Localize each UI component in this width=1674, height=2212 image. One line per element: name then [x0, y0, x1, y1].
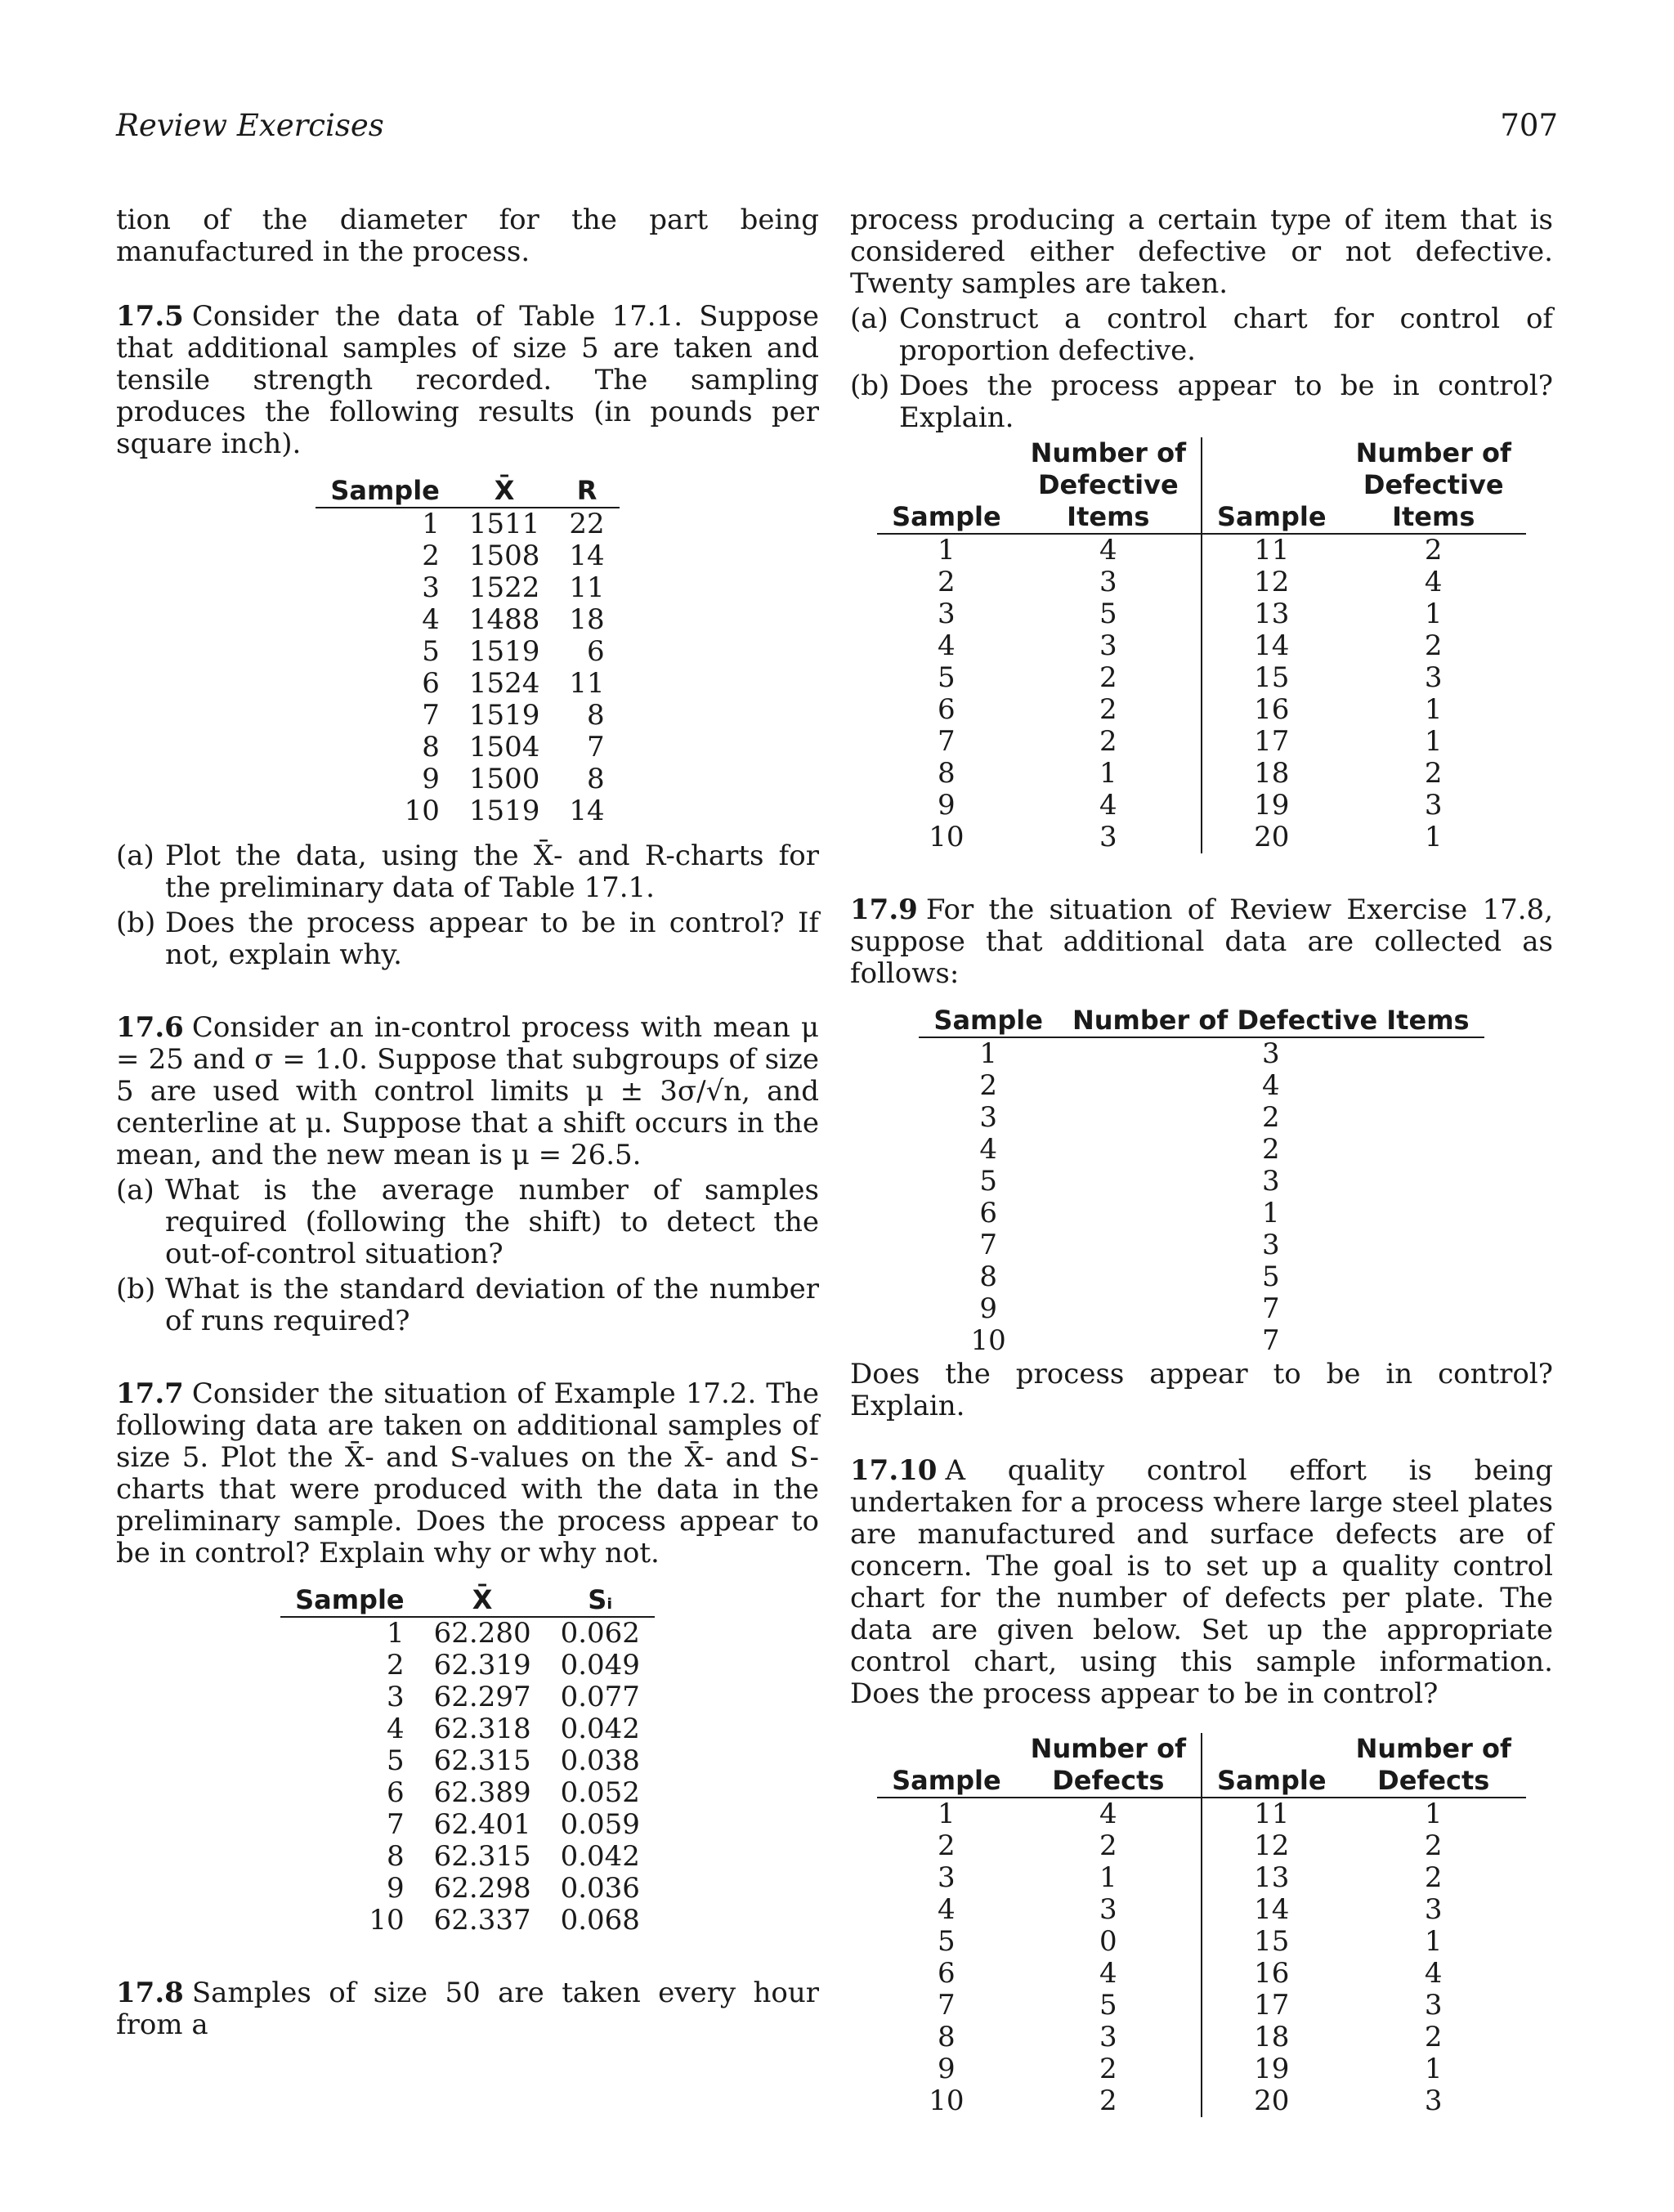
table-row: [877, 2053, 1526, 2085]
table-cell: 0.036: [560, 1872, 640, 1905]
table-row: [280, 1617, 655, 1650]
table-cell: 7: [587, 731, 605, 763]
subpart-label: (b): [850, 369, 890, 402]
table-row: [919, 1198, 1484, 1229]
table-row: [919, 1134, 1484, 1166]
table-cell: 3: [1099, 629, 1117, 662]
table-cell: 17: [1202, 726, 1341, 758]
table-cell: 1488: [468, 603, 540, 636]
table-cell: 62.298: [433, 1872, 531, 1905]
table-cell: 13: [1202, 598, 1341, 630]
table-cell: 2: [1424, 2021, 1443, 2053]
table-row: [877, 534, 1526, 566]
table-row: [280, 1745, 655, 1777]
table-row: [280, 1873, 655, 1905]
exercise-17-8-continuation: process producing a certain type of item that is considered either defective or not defective. Twenty samples are taken.: [850, 204, 1553, 300]
table-row: [919, 1037, 1484, 1070]
table-row: [280, 1713, 655, 1745]
table-cell: 62.280: [433, 1617, 531, 1650]
table-cell: 62.401: [433, 1808, 531, 1841]
table-cell: 9: [386, 1872, 405, 1905]
exercise-body: Consider the situation of Example 17.2. The following data are taken on additional samples of size 5. Plot the X̄- and S-values on the X̄- and S-charts that were produced with the data in the preliminary sample. Does the process appear to be in control? Explain why or why not.: [116, 1377, 819, 1569]
table-cell: 1: [1424, 693, 1443, 726]
table-cell: 8: [422, 731, 440, 763]
table-row: [316, 668, 619, 700]
table-row: [316, 508, 619, 540]
table-cell: 2: [1261, 1133, 1280, 1166]
table-row: [280, 1841, 655, 1873]
table-cell: 15: [1202, 1926, 1341, 1958]
table-cell: 1: [938, 1798, 956, 1830]
table-cell: 2: [1099, 661, 1117, 694]
table-cell: 3: [386, 1681, 405, 1713]
table-cell: 2: [1261, 1101, 1280, 1134]
table-cell: 3: [938, 598, 956, 630]
table-header: Sample: [919, 1005, 1058, 1037]
table-cell: 6: [938, 693, 956, 726]
table-17-7: [280, 1584, 655, 1937]
table-cell: 0.062: [560, 1617, 640, 1650]
table-row: [877, 1990, 1526, 2022]
table-row: [877, 726, 1526, 758]
table-cell: 6: [938, 1957, 956, 1990]
table-cell: 18: [1202, 2022, 1341, 2053]
exercise-17-7: [116, 1378, 819, 1937]
table-cell: 2: [979, 1069, 997, 1102]
header-line: Number of: [1355, 1733, 1511, 1764]
table-cell: 16: [1202, 694, 1341, 726]
table-header: X̄: [419, 1584, 546, 1617]
header-line: Defects: [1377, 1765, 1490, 1796]
table-cell: 2: [1099, 693, 1117, 726]
exercise-17-8-start: [116, 1977, 819, 2041]
exercise-text: [116, 301, 819, 460]
table-row: [919, 1070, 1484, 1102]
table-cell: 62.337: [433, 1904, 531, 1937]
table-cell: 9: [422, 763, 440, 795]
subpart-b: [116, 1274, 819, 1337]
exercise-body: Consider the data of Table 17.1. Suppose that additional samples of size 5 are taken and tensile strength recorded. The sampling produces the following results (in pounds per square inch).: [116, 300, 819, 460]
table-row: [280, 1777, 655, 1809]
table-cell: 3: [422, 571, 440, 604]
table-cell: 11: [1202, 534, 1341, 566]
table-row: [316, 540, 619, 572]
table-cell: 4: [1099, 534, 1117, 566]
table-cell: 11: [1202, 1798, 1341, 1830]
subpart-label: (b): [116, 907, 156, 939]
header-line: Number of: [1030, 437, 1186, 468]
subpart-a: [116, 840, 819, 904]
table-cell: 5: [938, 1925, 956, 1958]
table-cell: 5: [1261, 1260, 1280, 1293]
table-cell: 0.049: [560, 1649, 640, 1681]
table-cell: 3: [1424, 661, 1443, 694]
table-cell: 62.315: [433, 1840, 531, 1873]
exercise-body: A quality control effort is being undertaken for a process where large steel plates are manufactured and surface defects are of concern. The goal is to set up a quality control chart for the number of defects per plate. The data are given below. Set up the appropriate control chart, using this sample information. Does the process appear to be in control?: [850, 1454, 1553, 1710]
running-head: Review Exercises: [116, 108, 384, 143]
exercise-number: 17.7: [116, 1377, 184, 1410]
table-cell: 2: [422, 540, 440, 572]
table-cell: 1: [938, 534, 956, 566]
table-cell: 8: [979, 1260, 997, 1293]
table-cell: 1: [422, 508, 440, 540]
table-header: [1341, 437, 1526, 534]
table-cell: 2: [1099, 725, 1117, 758]
table-row: [280, 1809, 655, 1841]
subpart-label: (a): [850, 302, 888, 335]
table-cell: 4: [386, 1713, 405, 1745]
table-row: [280, 1905, 655, 1937]
table-cell: 5: [422, 635, 440, 668]
table-cell: 19: [1202, 790, 1341, 822]
table-row: [877, 694, 1526, 726]
table-cell: 1: [1424, 1798, 1443, 1830]
table-cell: 6: [979, 1197, 997, 1229]
table-cell: 20: [1202, 822, 1341, 853]
table-header: X̄: [454, 475, 555, 508]
table-row: [316, 795, 619, 827]
subpart-text: Plot the data, using the X̄- and R-charts for the preliminary data of Table 17.1.: [165, 840, 819, 904]
table-cell: 10: [929, 821, 965, 853]
table-row: [919, 1293, 1484, 1325]
table-cell: 1: [1424, 821, 1443, 853]
subpart-a: [116, 1175, 819, 1270]
subpart-text: Does the process appear to be in control? If not, explain why.: [165, 907, 819, 971]
table-cell: 12: [1202, 1830, 1341, 1862]
table-cell: 62.315: [433, 1744, 531, 1777]
subpart-text: Does the process appear to be in control? Explain.: [899, 369, 1553, 434]
table-cell: 2: [1099, 2084, 1117, 2117]
exercise-text: [850, 894, 1553, 990]
table-row: [919, 1102, 1484, 1134]
exercise-17-10: [850, 1455, 1553, 2117]
table-row: [316, 732, 619, 763]
table-cell: 5: [938, 661, 956, 694]
subpart-text: Construct a control chart for control of proportion defective.: [899, 302, 1553, 367]
table-cell: 7: [938, 725, 956, 758]
table-row: [877, 662, 1526, 694]
table-row: [316, 636, 619, 668]
table-cell: 0.042: [560, 1713, 640, 1745]
table-header: Sample: [316, 475, 454, 508]
table-cell: 8: [938, 2021, 956, 2053]
table-row: [877, 598, 1526, 630]
table-cell: 20: [1202, 2085, 1341, 2117]
table-cell: 4: [1099, 1798, 1117, 1830]
table-cell: 3: [1261, 1037, 1280, 1070]
table-cell: 2: [1424, 1829, 1443, 1862]
table-row: [919, 1229, 1484, 1261]
table-cell: 11: [569, 571, 605, 604]
header-line: Defective: [1037, 469, 1179, 500]
table-cell: 12: [1202, 566, 1341, 598]
table-cell: 1519: [468, 635, 540, 668]
table-cell: 22: [569, 508, 605, 540]
table-cell: 18: [1202, 758, 1341, 790]
table-cell: 9: [979, 1292, 997, 1325]
table-cell: 4: [1099, 1957, 1117, 1990]
table-cell: 16: [1202, 1958, 1341, 1990]
table-cell: 1: [1424, 2053, 1443, 2085]
table-cell: 10: [369, 1904, 405, 1937]
subpart-label: (a): [116, 1174, 154, 1207]
table-cell: 1519: [468, 699, 540, 732]
table-cell: 3: [1424, 2084, 1443, 2117]
table-cell: 7: [979, 1229, 997, 1261]
table-17-5: [316, 475, 619, 827]
table-row: [877, 758, 1526, 790]
table-cell: 8: [938, 757, 956, 790]
table-cell: 8: [587, 763, 605, 795]
subpart-text: What is the average number of samples required (following the shift) to detect the out-of-control situation?: [165, 1174, 819, 1270]
table-cell: 0.068: [560, 1904, 640, 1937]
subpart-text: What is the standard deviation of the number of runs required?: [165, 1273, 819, 1337]
table-cell: 2: [1099, 2053, 1117, 2085]
header-line: Items: [1392, 501, 1475, 532]
table-cell: 3: [979, 1101, 997, 1134]
table-cell: 3: [1424, 1989, 1443, 2022]
table-row: [877, 2085, 1526, 2117]
table-cell: 6: [422, 667, 440, 700]
table-cell: 9: [938, 2053, 956, 2085]
exercise-body: Consider an in-control process with mean μ = 25 and σ = 1.0. Suppose that subgroups of size 5 are used with control limits μ ± 3σ/√n, and centerline at μ. Suppose that a shift occurs in the mean, and the new mean is μ = 26.5.: [116, 1011, 819, 1171]
table-cell: 1511: [468, 508, 540, 540]
table-row: [919, 1261, 1484, 1293]
table-row: [877, 1894, 1526, 1926]
exercise-number: 17.10: [850, 1454, 938, 1487]
continuation-text: tion of the diameter for the part being manufactured in the process.: [116, 204, 819, 268]
page-number: 707: [1500, 108, 1558, 143]
table-cell: 9: [938, 789, 956, 822]
table-cell: 1: [1424, 1925, 1443, 1958]
table-cell: 4: [938, 629, 956, 662]
exercise-number: 17.9: [850, 893, 918, 926]
table-cell: 7: [938, 1989, 956, 2022]
table-row: [877, 566, 1526, 598]
table-cell: 0.059: [560, 1808, 640, 1841]
table-cell: 4: [938, 1893, 956, 1926]
exercise-text: [116, 1012, 819, 1171]
table-cell: 5: [1099, 598, 1117, 630]
page-header: [116, 108, 1558, 149]
table-row: [316, 604, 619, 636]
table-17-10: [877, 1733, 1526, 2117]
subpart-b: [850, 370, 1553, 434]
table-cell: 7: [386, 1808, 405, 1841]
table-row: [316, 763, 619, 795]
table-cell: 2: [386, 1649, 405, 1681]
table-cell: 6: [386, 1776, 405, 1809]
table-cell: 14: [569, 540, 605, 572]
left-column: [116, 204, 819, 2041]
table-row: [877, 822, 1526, 853]
table-cell: 3: [1261, 1229, 1280, 1261]
table-cell: 1: [1424, 725, 1443, 758]
table-cell: 8: [386, 1840, 405, 1873]
table-cell: 62.389: [433, 1776, 531, 1809]
table-row: [877, 1926, 1526, 1958]
table-header: Sample: [280, 1584, 419, 1617]
header-line: Defects: [1052, 1765, 1165, 1796]
table-cell: 0.077: [560, 1681, 640, 1713]
table-cell: 3: [1099, 566, 1117, 598]
table-cell: 5: [979, 1165, 997, 1198]
table-header: Sample: [877, 437, 1016, 534]
table-row: [877, 630, 1526, 662]
table-cell: 19: [1202, 2053, 1341, 2085]
exercise-text: [116, 1378, 819, 1569]
table-cell: 14: [1202, 1894, 1341, 1926]
table-cell: 62.297: [433, 1681, 531, 1713]
table-cell: 1: [979, 1037, 997, 1070]
table-row: [316, 572, 619, 604]
table-cell: 0: [1099, 1925, 1117, 1958]
table-cell: 62.319: [433, 1649, 531, 1681]
table-cell: 1500: [468, 763, 540, 795]
table-cell: 3: [1099, 2021, 1117, 2053]
table-row: [919, 1325, 1484, 1357]
table-cell: 4: [1424, 566, 1443, 598]
header-line: Items: [1067, 501, 1150, 532]
table-cell: 1: [1099, 757, 1117, 790]
table-cell: 4: [979, 1133, 997, 1166]
table-cell: 1: [1099, 1861, 1117, 1894]
table-cell: 2: [1424, 629, 1443, 662]
exercise-number: 17.5: [116, 300, 184, 333]
table-cell: 4: [422, 603, 440, 636]
table-row: [877, 1830, 1526, 1862]
table-cell: 7: [1261, 1292, 1280, 1325]
table-cell: 10: [929, 2084, 965, 2117]
exercise-text: [850, 1455, 1553, 1710]
table-cell: 18: [569, 603, 605, 636]
table-header: Sample: [1202, 1733, 1341, 1798]
table-cell: 8: [587, 699, 605, 732]
table-cell: 17: [1202, 1990, 1341, 2022]
table-cell: 6: [587, 635, 605, 668]
table-header: [1016, 437, 1202, 534]
header-line: Defective: [1363, 469, 1504, 500]
subpart-a: [850, 303, 1553, 367]
table-cell: 2: [1424, 757, 1443, 790]
table-cell: 2: [1424, 1861, 1443, 1894]
table-cell: 3: [938, 1861, 956, 1894]
header-line: Number of: [1355, 437, 1511, 468]
header-line: Number of: [1030, 1733, 1186, 1764]
table-row: [316, 700, 619, 732]
table-cell: 3: [1424, 1893, 1443, 1926]
table-cell: 2: [938, 566, 956, 598]
table-cell: 10: [404, 795, 440, 827]
table-header: Sample: [877, 1733, 1016, 1798]
table-17-8: [877, 437, 1526, 853]
table-cell: 1: [1424, 598, 1443, 630]
table-cell: 14: [1202, 630, 1341, 662]
table-cell: 3: [1261, 1165, 1280, 1198]
table-header: Number of Defective Items: [1058, 1005, 1484, 1037]
table-cell: 1522: [468, 571, 540, 604]
exercise-body: Samples of size 50 are taken every hour from a: [116, 1977, 819, 2041]
table-row: [877, 1862, 1526, 1894]
table-header: Sample: [1202, 437, 1341, 534]
table-cell: 0.038: [560, 1744, 640, 1777]
table-row: [877, 2022, 1526, 2053]
table-cell: 1508: [468, 540, 540, 572]
table-row: [280, 1650, 655, 1681]
table-row: [877, 1798, 1526, 1830]
exercise-number: 17.8: [116, 1977, 184, 2009]
table-cell: 4: [1261, 1069, 1280, 1102]
table-cell: 10: [970, 1324, 1006, 1357]
subpart-label: (b): [116, 1273, 156, 1305]
table-cell: 1524: [468, 667, 540, 700]
table-cell: 5: [386, 1744, 405, 1777]
exercise-17-5: [116, 301, 819, 971]
table-row: [280, 1681, 655, 1713]
exercise-17-6: [116, 1012, 819, 1337]
table-header: Sᵢ: [546, 1584, 655, 1617]
table-cell: 62.318: [433, 1713, 531, 1745]
table-cell: 0.052: [560, 1776, 640, 1809]
table-header: [1016, 1733, 1202, 1798]
table-cell: 4: [1424, 1957, 1443, 1990]
table-cell: 7: [422, 699, 440, 732]
table-cell: 1: [386, 1617, 405, 1650]
table-cell: 3: [1099, 1893, 1117, 1926]
exercise-17-9: [850, 894, 1553, 1422]
table-cell: 2: [1424, 534, 1443, 566]
table-cell: 0.042: [560, 1840, 640, 1873]
table-cell: 15: [1202, 662, 1341, 694]
table-cell: 2: [938, 1829, 956, 1862]
table-cell: 13: [1202, 1862, 1341, 1894]
table-row: [877, 1958, 1526, 1990]
table-cell: 4: [1099, 789, 1117, 822]
exercise-body: For the situation of Review Exercise 17.8, suppose that additional data are collected as follows:: [850, 893, 1553, 990]
right-column: [850, 204, 1553, 2130]
table-row: [877, 790, 1526, 822]
exercise-text: [116, 1977, 819, 2041]
table-row: [919, 1166, 1484, 1198]
table-cell: 14: [569, 795, 605, 827]
table-header: [1341, 1733, 1526, 1798]
table-17-9: [919, 1005, 1484, 1357]
table-cell: 5: [1099, 1989, 1117, 2022]
table-cell: 3: [1099, 821, 1117, 853]
table-cell: 3: [1424, 789, 1443, 822]
table-cell: 1: [1261, 1197, 1280, 1229]
table-cell: 2: [1099, 1829, 1117, 1862]
subpart-label: (a): [116, 840, 154, 872]
table-cell: 1504: [468, 731, 540, 763]
exercise-followup: Does the process appear to be in control? Explain.: [850, 1358, 1553, 1422]
table-cell: 1519: [468, 795, 540, 827]
table-header: R: [554, 475, 619, 508]
table-cell: 7: [1261, 1324, 1280, 1357]
table-cell: 11: [569, 667, 605, 700]
exercise-number: 17.6: [116, 1011, 184, 1044]
subpart-b: [116, 907, 819, 971]
